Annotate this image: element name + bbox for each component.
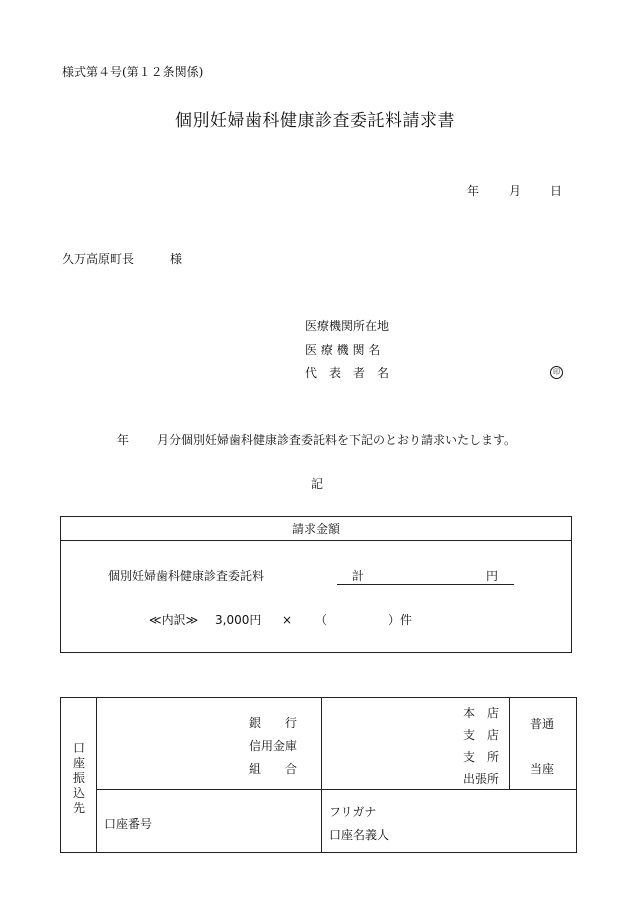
branch-type-branch: 支 店	[463, 728, 500, 742]
addressee-honorific: 様	[170, 252, 183, 266]
furigana-label: フリガナ	[329, 805, 377, 819]
table-divider	[96, 698, 97, 852]
date-year: 年	[467, 184, 480, 198]
branch-type-agency: 出張所	[463, 772, 500, 786]
times-sign: ×	[282, 613, 293, 627]
count-paren-open: （	[315, 613, 328, 627]
table-divider	[509, 698, 510, 789]
table-divider	[96, 789, 576, 790]
amount-header: 請求金額	[291, 522, 340, 536]
fee-label: 個別妊婦歯科健康診査委託料	[108, 569, 265, 583]
count-paren-close: ）件	[388, 613, 413, 627]
table-divider	[321, 698, 322, 852]
bank-account-table	[60, 697, 577, 853]
form-number: 様式第４号(第１２条関係)	[62, 65, 204, 79]
statement-text: 月分個別妊婦歯科健康診査委託料を下記のとおり請求いたします。	[157, 433, 517, 447]
institution-name-label: 医 療 機 関 名	[305, 343, 381, 357]
unit-price: 3,000円	[215, 613, 262, 627]
addressee-name: 久万高原町長	[62, 252, 135, 266]
branch-type-office: 支 所	[463, 750, 500, 764]
amount-box	[60, 516, 572, 653]
bank-transfer-vertical-label: 口座振込先	[72, 741, 85, 815]
total-underline	[337, 584, 514, 585]
amount-header-row	[61, 517, 571, 541]
total-yen-label: 円	[486, 569, 499, 583]
account-holder-label: 口座名義人	[329, 828, 390, 842]
institution-address-label: 医療機関所在地	[305, 319, 390, 333]
representative-label: 代 表 者 名	[305, 366, 390, 380]
total-label: 計	[352, 569, 365, 583]
account-type-checking: 当座	[530, 762, 555, 776]
ki-label: 記	[311, 477, 324, 491]
statement-year: 年	[117, 433, 130, 447]
bank-type-bank: 銀 行	[249, 716, 298, 730]
page-title: 個別妊婦歯科健康診査委託料請求書	[175, 111, 455, 131]
branch-type-main: 本 店	[463, 706, 500, 720]
account-number-label: 口座番号	[104, 817, 153, 831]
breakdown-label: ≪内訳≫	[149, 613, 199, 627]
seal-icon: 印	[550, 366, 563, 379]
bank-type-shinkin: 信用金庫	[249, 739, 298, 753]
date-day: 日	[550, 184, 563, 198]
bank-type-kumiai: 組 合	[249, 762, 298, 776]
account-type-ordinary: 普通	[530, 717, 555, 731]
date-month: 月	[509, 184, 522, 198]
